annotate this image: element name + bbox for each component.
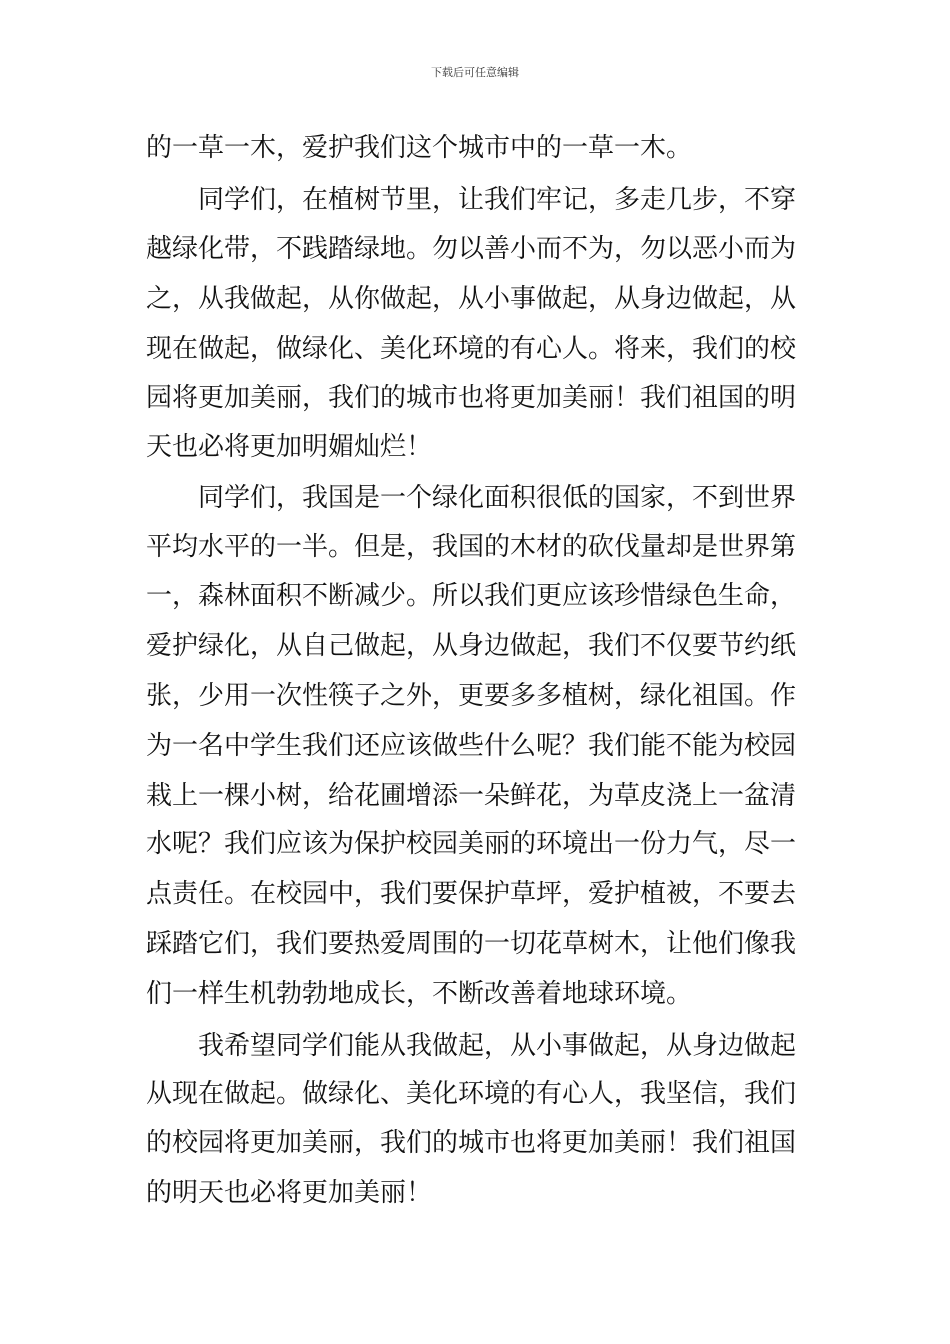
text-line: 水呢？我们应该为保护校园美丽的环境出一份力气，尽一 xyxy=(146,829,797,859)
text-line: 栽上一棵小树，给花圃增添一朵鲜花，为草皮浇上一盆清 xyxy=(146,781,797,811)
text-line: 园将更加美丽，我们的城市也将更加美丽！我们祖国的明 xyxy=(146,383,797,413)
paragraph-first-line: 同学们，在植树节里，让我们牢记，多走几步，不穿 xyxy=(198,185,797,215)
paragraph-first-line: 同学们，我国是一个绿化面积很低的国家，不到世界 xyxy=(198,483,797,513)
text-line: 的校园将更加美丽，我们的城市也将更加美丽！我们祖国 xyxy=(146,1128,797,1158)
paragraph-first-line: 我希望同学们能从我做起，从小事做起，从身边做起 xyxy=(198,1031,797,1061)
text-line: 平均水平的一半。但是，我国的木材的砍伐量却是世界第 xyxy=(146,532,797,562)
text-line: 爱护绿化，从自己做起，从身边做起，我们不仅要节约纸 xyxy=(146,631,797,661)
text-line: 一，森林面积不断减少。所以我们更应该珍惜绿色生命， xyxy=(146,581,797,611)
text-line: 现在做起，做绿化、美化环境的有心人。将来，我们的校 xyxy=(146,334,797,364)
text-line: 们一样生机勃勃地成长，不断改善着地球环境。 xyxy=(146,979,693,1009)
text-line: 点责任。在校园中，我们要保护草坪，爱护植被，不要去 xyxy=(146,879,797,909)
text-line: 的一草一木，爱护我们这个城市中的一草一木。 xyxy=(146,133,693,163)
text-line: 天也必将更加明媚灿烂！ xyxy=(146,432,433,462)
text-line: 从现在做起。做绿化、美化环境的有心人，我坚信，我们 xyxy=(146,1079,797,1109)
page-header: 下载后可任意编辑 xyxy=(431,66,519,79)
text-line: 之，从我做起，从你做起，从小事做起，从身边做起，从 xyxy=(146,284,797,314)
text-line: 的明天也必将更加美丽！ xyxy=(146,1178,433,1208)
text-line: 踩踏它们，我们要热爱周围的一切花草树木，让他们像我 xyxy=(146,929,797,959)
text-line: 越绿化带，不践踏绿地。勿以善小而不为，勿以恶小而为 xyxy=(146,234,797,264)
text-line: 为一名中学生我们还应该做些什么呢？我们能不能为校园 xyxy=(146,731,797,761)
text-line: 张，少用一次性筷子之外，更要多多植树，绿化祖国。作 xyxy=(146,681,797,711)
